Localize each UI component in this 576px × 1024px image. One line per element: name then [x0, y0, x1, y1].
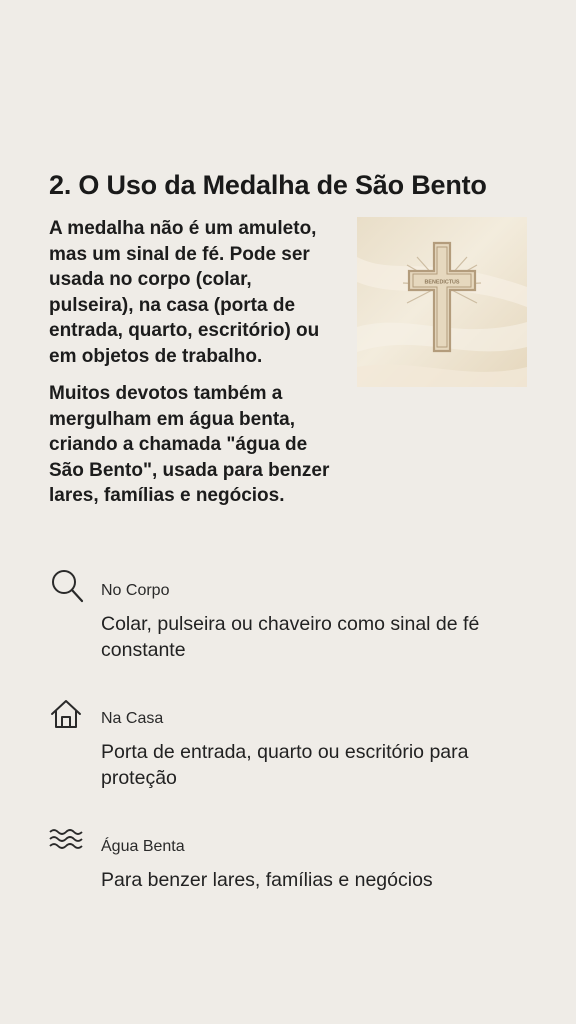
search-icon — [49, 568, 83, 602]
item-description: Porta de entrada, quarto ou escritório para proteção — [101, 741, 469, 789]
intro-paragraph: Muitos devotos também a mergulham em água benta, criando a chamada "água de São Bento", usada para benzer lares, famílias e negócios. — [49, 383, 330, 506]
item-description: Para benzer lares, famílias e negócios — [101, 869, 433, 891]
item-description: Colar, pulseira ou chaveiro como sinal de fé constante — [101, 613, 480, 661]
usage-list — [49, 568, 529, 926]
page-title: 2. O Uso da Medalha de São Bento — [49, 170, 487, 201]
cross-medal-image — [357, 217, 527, 387]
cross-inscription: BENEDICTUS — [424, 279, 460, 286]
water-waves-icon — [49, 824, 83, 858]
intro-text — [49, 216, 341, 521]
item-label: Água Benta — [101, 838, 185, 855]
item-label: No Corpo — [101, 582, 170, 599]
home-icon — [49, 696, 83, 730]
item-label: Na Casa — [101, 710, 164, 727]
intro-paragraph: A medalha não é um amuleto, mas um sinal de fé. Pode ser usada no corpo (colar, pulseira), na casa (porta de entrada, quarto, escritório) ou em objetos de trabalho. — [49, 218, 320, 367]
list-item — [49, 824, 529, 893]
list-item — [49, 568, 529, 663]
list-item — [49, 696, 529, 791]
